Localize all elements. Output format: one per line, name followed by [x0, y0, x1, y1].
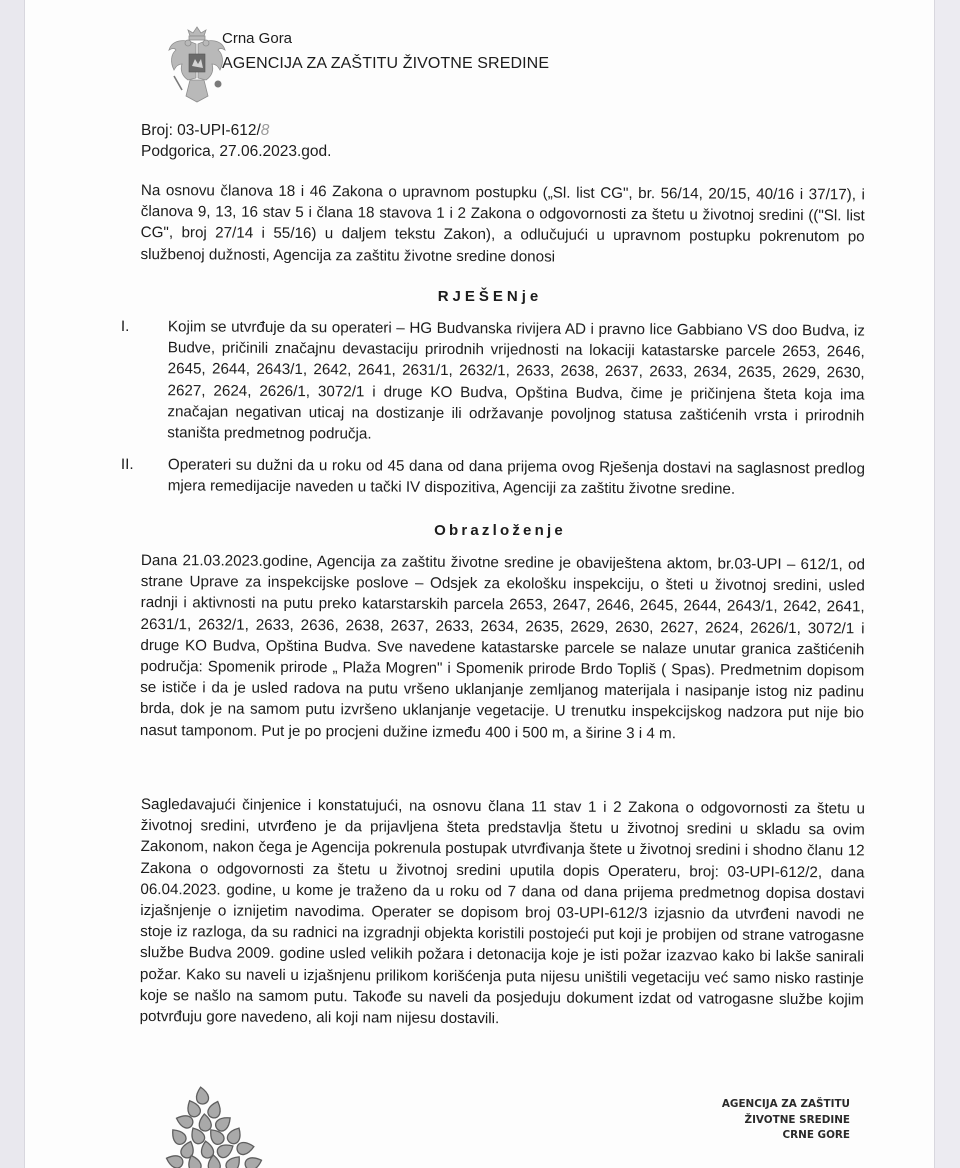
- decision-item-text: Kojim se utvrđuje da su operateri – HG Budvanska rivijera AD i pravno lice Gabbiano VS doo Budva, iz Budve, pričinili značajnu devastaciju prirodnih vrijednosti na lokaciji katastarske parcele 2653, 2646, 2645, 2644, 2643/1, 2642, 2641, 2631/1, 2632/1, 2633, 2638, 2637, 2633, 2634, 2635, 2629, 2630, 2627, 2624, 2626/1, 3072/1 i druge KO Budva, Opština Budva, čime je pričinjena šteta koja ima značajan negativan uticaj na dostizanje ili održavanje povoljnog statusa zaštićenih vrsta i prirodnih staništa predmetnog područja.: [167, 318, 865, 443]
- header-country: Crna Gora: [222, 30, 293, 47]
- footer-agency-name: [690, 1097, 850, 1144]
- decision-heading: RJEŠENje: [437, 288, 543, 305]
- decision-item: [120, 316, 865, 448]
- decision-item-text: Operateri su dužni da u roku od 45 dana od dana prijema ovog Rješenja dostavi na saglasnost predlog mjera remedijacije naveden u tački IV dispozitiva, Agenciji za zaštitu životne sredine.: [167, 456, 865, 498]
- intro-paragraph: Na osnovu članova 18 i 46 Zakona o upravnom postupku („Sl. list CG", br. 56/14, 20/15, 40/16 i 37/17), i članova 9, 13, 16 stav 5 i člana 18 stavova 1 i 2 Zakona o odgovornosti za štetu u životnoj sredini (("Sl. list CG", broj 27/14 i 55/16) u daljem tekstu Zakon), a odlučujući u upravnom postupku pokrenutom po službenoj dužnosti, Agencija za zaštitu životne sredine donosi: [140, 181, 865, 266]
- decision-item-numeral: I.: [120, 317, 130, 336]
- footer-agency-line: ŽIVOTNE SREDINE: [744, 1113, 850, 1126]
- reasoning-paragraph: Dana 21.03.2023.godine, Agencija za zaštitu životne sredine je obaviještena aktom, br.03-UPI – 612/1, od strane Uprave za inspekcijske poslove – Odsjek za ekološku inspekciju, o šteti u životnoj sredini, usled radnji i aktivnosti na putu preko katarstarskih parcela 2653, 2647, 2646, 2645, 2644, 2643/1, 2642, 2641, 2631/1, 2632/1, 2633, 2636, 2638, 2637, 2633, 2634, 2635, 2629, 2630, 2627, 2624, 2626/1, 3072/1 i druge KO Budva, Opština Budva. Sve navedene katastarske parcele se nalaze unutar granica zaštićenih područja: Spomenik prirode „ Plaža Mogren" i Spomenik prirode Brdo Topliš ( Spas). Predmetnim dopisom se ističe i da je usled radova na putu vršeno uklanjanje zemljanog materijala i nasipanje istog niz padinu brda, dok je na samom putu izvršeno uklanjanje vegetacije. U trenutku inspekcijskog nadzora put nije bio nasut tamponom. Put je po procjeni dužine između 400 i 500 m, a širine 3 i 4 m.: [139, 551, 865, 742]
- decision-item: [121, 454, 865, 501]
- decision-item-numeral: II.: [120, 455, 134, 474]
- footer-agency-line: CRNE GORE: [782, 1129, 850, 1141]
- document-page: [24, 0, 935, 1168]
- place-date: Podgorica, 27.06.2023.god.: [141, 143, 332, 160]
- agency-logo-icon: [160, 1085, 270, 1168]
- viewer-right-edge: [935, 0, 960, 1168]
- reasoning-paragraph: Sagledavajući činjenice i konstatujući, na osnovu člana 11 stav 1 i 2 Zakona o odgovornosti za štetu u životnoj sredini, utvrđeno je da prijavljena šteta predstavlja štetu u životnoj sredini u skladu sa ovim Zakonom, nakon čega je Agencija pokrenula postupak utvrđivanja štete u životnoj sredini i shodno članu 12 Zakona o odgovornosti za štetu u životnoj sredini uputila dopis Operateru, broj: 03-UPI-612/2, dana 06.04.2023. godine, u kome je traženo da u roku od 7 dana od dana prijema predmetnog dopisa dostavi izjašnjenje o iznijetim navodima. Operater se dopisom broj 03-UPI-612/3 izjasnio da utvrđeni navodi ne stoje iz razloga, da su radnici na izgradnji objekta koristili postojeći put koji je probijen od strane vatrogasne službe Budva 2009. godine usled velikih požara i detonacija koje je isti požar izazvao kako bi lakše sanirali požar. Kako su naveli u izjašnjenu prilikom korišćenja puta nijesu uništili vegetaciju već samo nisko rastinje koje se našlo na samom putu. Takođe su naveli da posjeduju dokument izdat od vatrogasne službe kojim potvrđuju gore navedeno, ali koji nam nijesu dostavili.: [139, 795, 865, 1028]
- document-number-prefix: Broj: 03-UPI-612/: [141, 122, 261, 139]
- header-agency: AGENCIJA ZA ZAŠTITU ŽIVOTNE SREDINE: [222, 55, 550, 72]
- reasoning-heading: Obrazloženje: [434, 522, 566, 539]
- document-number: [141, 122, 269, 140]
- footer-agency-line: AGENCIJA ZA ZAŠTITU: [721, 1098, 850, 1110]
- document-number-suffix: 8: [260, 122, 270, 139]
- coat-of-arms-icon: [166, 26, 228, 104]
